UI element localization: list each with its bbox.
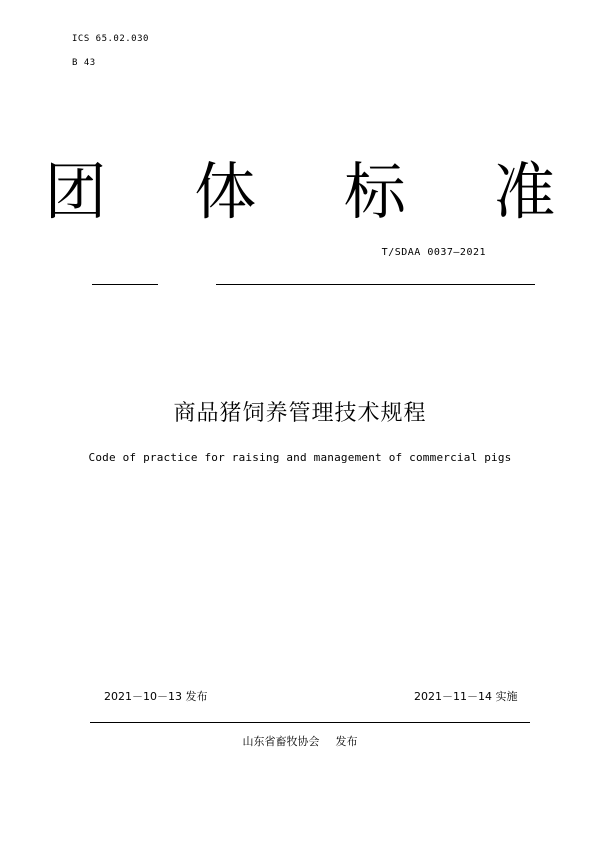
chinese-title: 商品猪饲养管理技术规程 [173, 401, 427, 426]
footer-rule [90, 722, 530, 723]
publisher-line [0, 733, 600, 749]
standard-number: T/SDAA 0037—2021 [381, 247, 486, 258]
document-type-heading: 团 体 标 准 [44, 155, 590, 228]
issue-date: 2021－10－13 发布 [104, 690, 208, 703]
ics-code: ICS 65.02.030 [72, 34, 149, 44]
header-rule-long [216, 284, 535, 285]
classification-code: B 43 [72, 58, 96, 68]
english-title: Code of practice for raising and management of commercial pigs [88, 451, 512, 464]
publisher-name: 山东省畜牧协会 [242, 735, 320, 748]
publisher-action: 发布 [335, 735, 358, 748]
header-rule-short [92, 284, 158, 285]
implementation-date: 2021－11－14 实施 [414, 690, 518, 703]
